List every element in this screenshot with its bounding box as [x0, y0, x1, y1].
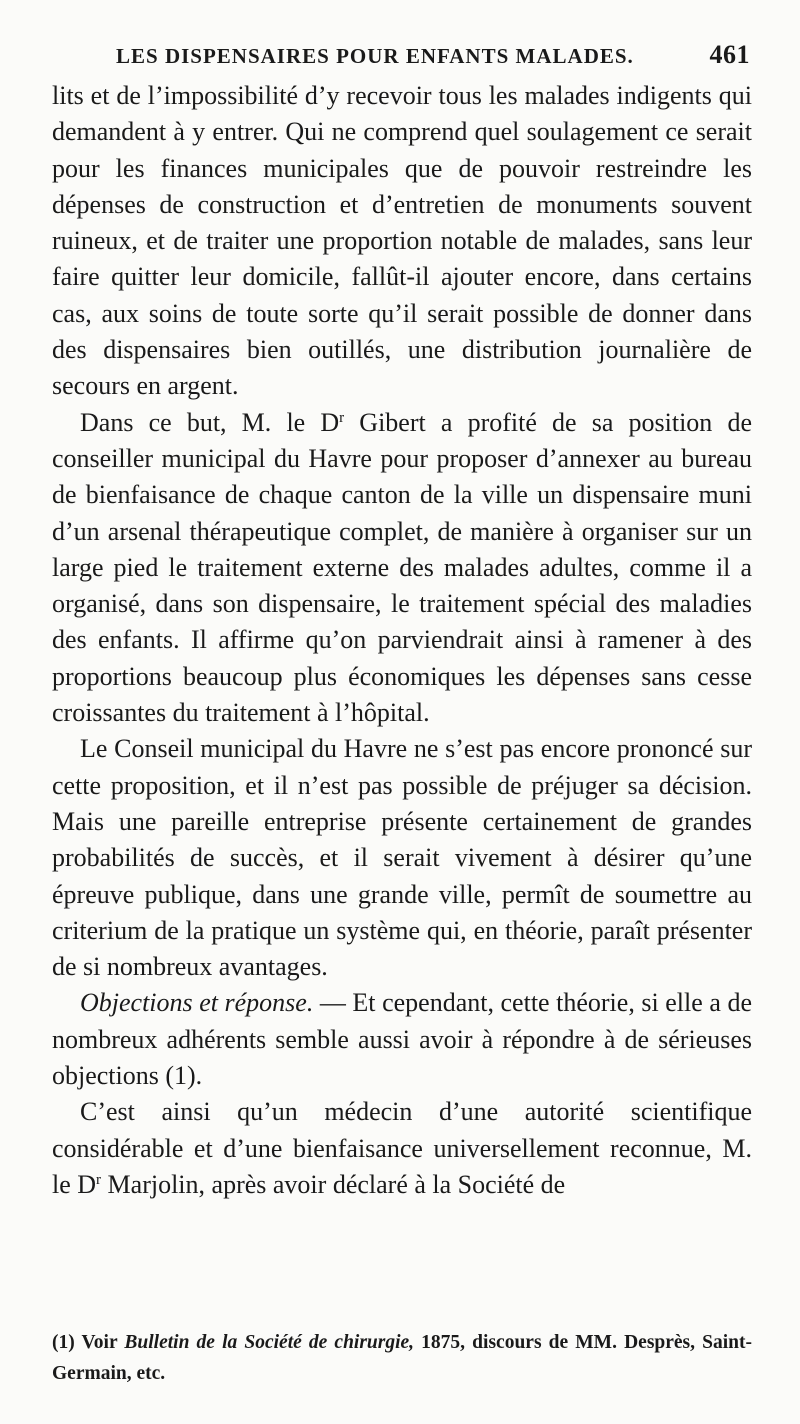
abbrev-superscript: r [339, 409, 345, 426]
paragraph-2 [52, 405, 752, 732]
running-header [116, 40, 750, 70]
footnote-suffix: 1875, discours de MM. Desprès, Saint-Germain, etc. [52, 1332, 752, 1384]
section-lead: Objections et réponse. [80, 988, 314, 1018]
footnote-reference: Bulletin de la Société de chirurgie, [124, 1332, 415, 1353]
footnote-prefix: (1) Voir [52, 1332, 125, 1353]
paragraph-4-rest: — Et cependant, cette théorie, si elle a de nombreux adhérents semble aussi avoir à répondre à de sérieuses objections (1). [52, 988, 752, 1091]
paragraph-5 [52, 1094, 752, 1203]
page-number: 461 [709, 40, 750, 69]
paragraph-5-rest: Marjolin, après avoir déclaré à la Société de [101, 1169, 566, 1199]
abbrev-superscript: r [96, 1171, 102, 1188]
paragraph-2-start: Dans ce but, M. le D [80, 407, 340, 437]
body-text [52, 78, 752, 1203]
paragraph-4 [52, 985, 752, 1094]
footnote [52, 1327, 752, 1389]
paragraph-3: Le Conseil municipal du Havre ne s’est pas encore prononcé sur cette proposition, et il n’est pas possible de préjuger sa décision. Mais une pareille entreprise présente certainement de grandes probabilités de succès, et il serait vivement à désirer qu’une épreuve publique, dans une grande ville, permît de soumettre au criterium de la pratique un système qui, en théorie, paraît présenter de si nombreux avantages. [52, 734, 752, 982]
running-title: LES DISPENSAIRES POUR ENFANTS MALADES. [116, 44, 634, 68]
paragraph-5-start: C’est ainsi qu’un médecin d’une autorité scientifique considérable et d’une bienfaisance universellement reconnue, M. le D [52, 1097, 752, 1199]
paragraph-1: lits et de l’impossibilité d’y recevoir tous les malades indigents qui demandent à y entrer. Qui ne comprend quel soulagement ce serait pour les finances municipales que de pouvoir restreindre les dépenses de construction et d’entretien de monuments souvent ruineux, et de traiter une proportion notable de malades, sans leur faire quitter leur domicile, fallût-il ajouter encore, dans certains cas, aux soins de toute sorte qu’il serait possible de donner dans des dispensaires bien outillés, une distribution journalière de secours en argent. [52, 81, 752, 401]
paragraph-2-rest: Gibert a profité de sa position de conseiller municipal du Havre pour proposer d’annexer au bureau de bienfaisance de chaque canton de la ville un dispensaire muni d’un arsenal thérapeutique complet, de manière à organiser sur un large pied le traitement externe des malades adultes, comme il a organisé, dans son dispensaire, le traitement spécial des maladies des enfants. Il affirme qu’on parviendrait ainsi à ramener à des proportions beaucoup plus économiques les dépenses sans cesse croissantes du traitement à l’hôpital. [52, 407, 752, 728]
